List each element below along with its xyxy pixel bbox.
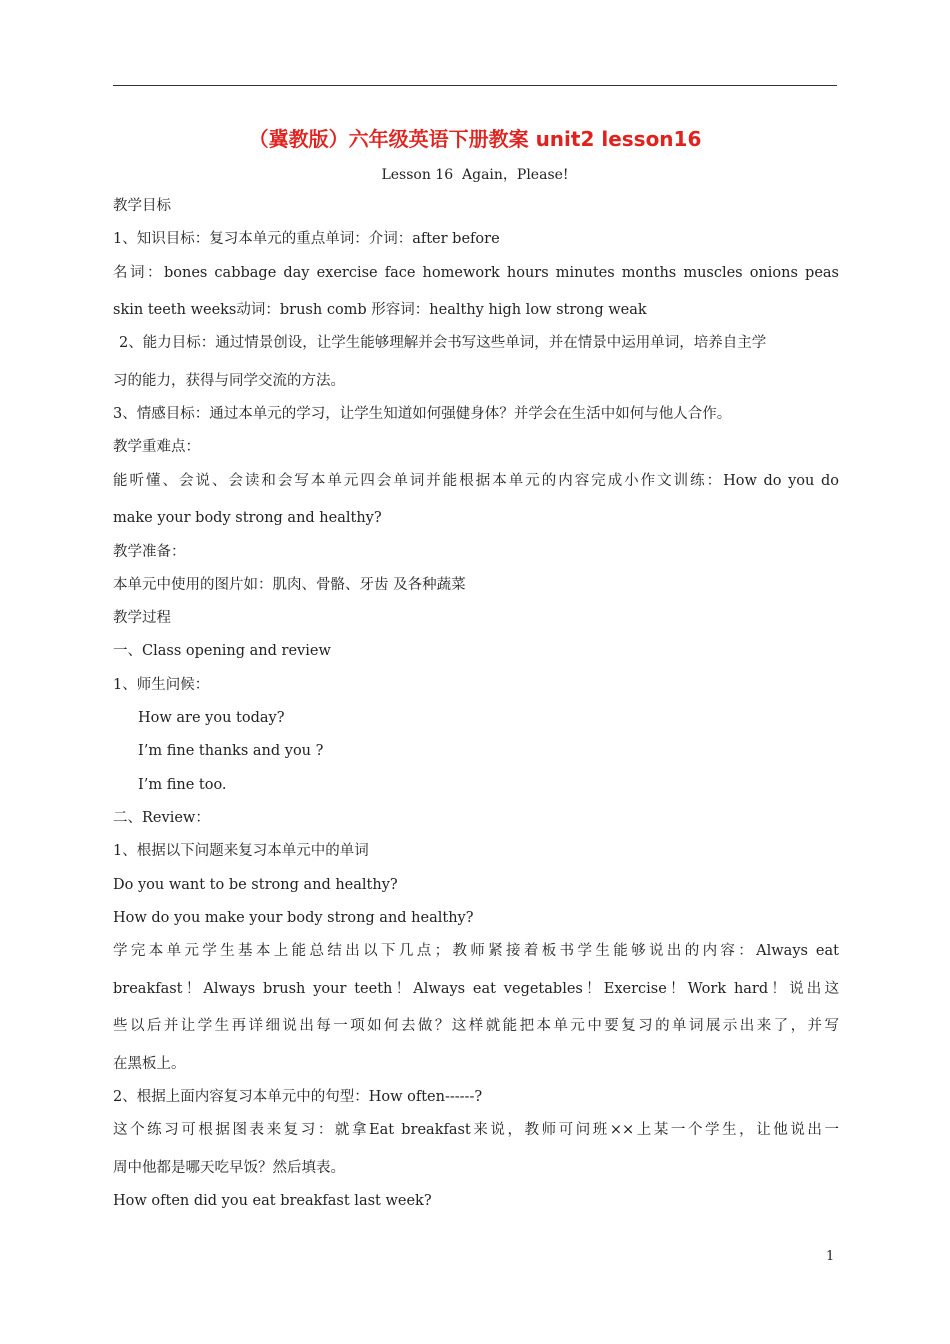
- text-line: 教学目标: [113, 198, 171, 214]
- text-line: 教学重难点：: [113, 439, 200, 456]
- text-line: make your body strong and healthy?: [113, 510, 382, 527]
- text-line: 1、根据以下问题来复习本单元中的单词: [113, 843, 369, 860]
- text-line: 2、能力目标：通过情景创设，让学生能够理解并会书写这些单词，并在情景中运用单词，培养自主学: [119, 335, 767, 352]
- text-line: skin teeth weeks动词：brush comb 形容词：healthy high low strong weak: [113, 302, 647, 319]
- text-line: 学完本单元学生基本上能总结出以下几点；教师紧接着板书学生能够说出的内容：Always eat: [113, 943, 839, 960]
- text-line: 2、根据上面内容复习本单元中的句型：How often------?: [113, 1088, 483, 1105]
- text-line: 一、Class opening and review: [113, 643, 331, 660]
- text-line: 在黑板上。: [113, 1055, 186, 1072]
- text-line: 本单元中使用的图片如：肌肉、骨骼、牙齿 及各种蔬菜: [113, 576, 466, 593]
- lesson-subtitle: Lesson 16 Again，Please!: [381, 167, 569, 183]
- text-line: 1、知识目标：复习本单元的重点单词：介词：after before: [113, 231, 500, 248]
- text-line: How are you today?: [138, 710, 285, 727]
- text-line: 教学准备：: [113, 543, 186, 560]
- header-rule: [113, 85, 837, 86]
- text-line: 能听懂、会说、会读和会写本单元四会单词并能根据本单元的内容完成小作文训练：How do you do: [113, 472, 839, 489]
- text-line: I’m fine too.: [138, 776, 227, 793]
- text-line: 些以后并让学生再详细说出每一项如何去做？这样就能把本单元中要复习的单词展示出来了，并写: [113, 1018, 839, 1035]
- page-number: 1: [826, 1249, 835, 1264]
- text-line: 名词：bones cabbage day exercise face homework hours minutes months muscles onions peas: [113, 264, 839, 281]
- text-line: Do you want to be strong and healthy?: [113, 876, 398, 893]
- text-line: 1、师生问候：: [113, 676, 210, 693]
- text-line: How do you make your body strong and healthy?: [113, 909, 474, 926]
- text-line: 教学过程: [113, 610, 171, 627]
- text-line: 习的能力，获得与同学交流的方法。: [113, 372, 345, 389]
- document-title: （冀教版）六年级英语下册教案 unit2 lesson16: [248, 127, 702, 151]
- text-line: 这个练习可根据图表来复习：就拿Eat breakfast来说，教师可问班××上某一个学生，让他说出一: [113, 1122, 839, 1139]
- text-line: I’m fine thanks and you ?: [138, 743, 324, 760]
- text-line: 二、Review：: [113, 809, 210, 826]
- text-line: breakfast！Always brush your teeth！Always eat vegetables！Exercise！Work hard！说出这: [113, 980, 839, 997]
- text-line: How often did you eat breakfast last week?: [113, 1193, 432, 1210]
- text-line: 3、情感目标：通过本单元的学习，让学生知道如何强健身体？并学会在生活中如何与他人合作。: [113, 406, 732, 423]
- document-body: [113, 195, 839, 1223]
- text-line: 周中他都是哪天吃早饭？然后填表。: [113, 1159, 345, 1176]
